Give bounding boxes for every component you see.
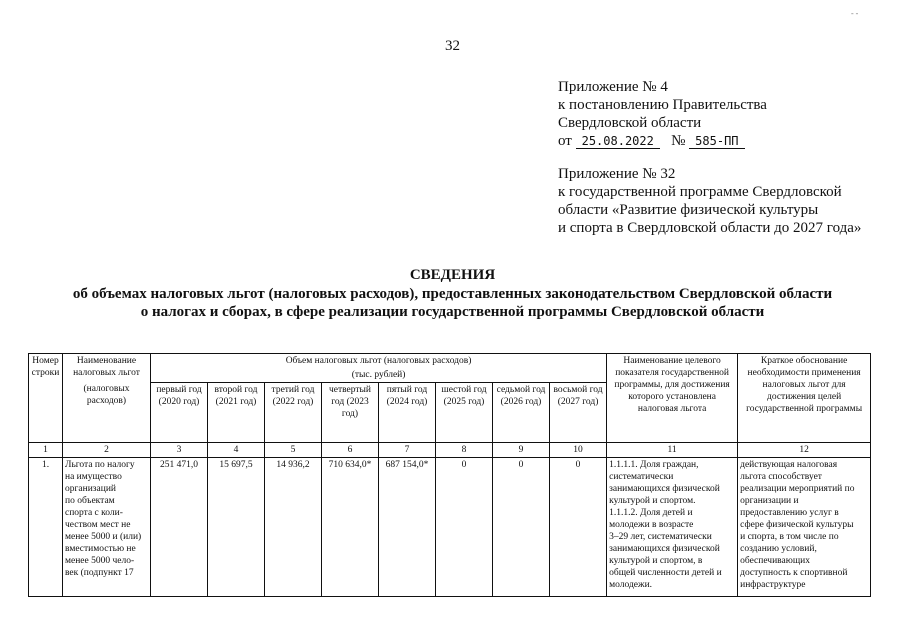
column-number: 10 bbox=[550, 443, 607, 458]
document-subtitle-line1: об объемах налоговых льгот (налоговых расходов), предоставленных законодательством Свердловской области bbox=[72, 286, 833, 302]
appendix-program-line2: к государственной программе Свердловской bbox=[558, 184, 842, 200]
value-2020: 251 471,0 bbox=[151, 458, 208, 597]
header-benefit-name bbox=[63, 354, 151, 443]
header-year-3: третий год (2022 год) bbox=[265, 383, 322, 443]
decree-date: 25.08.2022 bbox=[576, 134, 660, 149]
appendix-program-line4: и спорта в Свердловской области до 2027 года» bbox=[558, 220, 862, 236]
benefit-name: Льгота по налогу на имущество организаций по объектам спорта с коли- чеством мест не менее 5000 и (или) вместимостью не менее 5000 чело- век (подпункт 17 bbox=[63, 458, 151, 597]
appendix-program-line1: Приложение № 32 bbox=[558, 166, 676, 182]
scan-mark: - - bbox=[851, 9, 859, 18]
header-justification: Краткое обоснование необходимости применения налоговых льгот для достижения целей государственной программы bbox=[738, 354, 871, 443]
indicator-text: 1.1.1.1. Доля граждан, систематически занимающихся физической культурой и спортом. 1.1.1.2. Доля детей и молодежи в возрасте 3–29 лет, систематически занимающихся физической культурой и спортом, в общей численности детей и молодежи. bbox=[607, 458, 738, 597]
document-subtitle-line2: о налогах и сборах, в сфере реализации государственной программы Свердловской области bbox=[140, 304, 765, 320]
table-row bbox=[29, 458, 871, 597]
column-number: 4 bbox=[208, 443, 265, 458]
value-2023: 710 634,0* bbox=[322, 458, 379, 597]
value-2024: 687 154,0* bbox=[379, 458, 436, 597]
appendix-program-line3: области «Развитие физической культуры bbox=[558, 202, 819, 218]
column-number: 3 bbox=[151, 443, 208, 458]
column-number: 11 bbox=[607, 443, 738, 458]
column-number: 2 bbox=[63, 443, 151, 458]
header-indicator: Наименование целевого показателя государственной программы, для достижения которого установлена налоговая льгота bbox=[607, 354, 738, 443]
justification-text: действующая налоговая льгота способствует реализации мероприятий по организации и предоставлению услуг в сфере физической культуры и спорта, в том числе по созданию условий, обеспечивающих доступность к спортивной инфраструктуре bbox=[738, 458, 871, 597]
appendix-program-block bbox=[558, 165, 861, 237]
number-prefix: № bbox=[671, 133, 686, 149]
appendix-decree-line1: Приложение № 4 bbox=[558, 79, 668, 95]
header-volume-unit: (тыс. рублей) bbox=[151, 368, 607, 383]
value-2026: 0 bbox=[493, 458, 550, 597]
column-number: 12 bbox=[738, 443, 871, 458]
header-benefit-name-main: Наименование налоговых льгот bbox=[73, 356, 140, 378]
value-2025: 0 bbox=[436, 458, 493, 597]
row-number: 1. bbox=[29, 458, 63, 597]
header-year-2: второй год (2021 год) bbox=[208, 383, 265, 443]
column-number: 6 bbox=[322, 443, 379, 458]
value-2027: 0 bbox=[550, 458, 607, 597]
column-number: 7 bbox=[379, 443, 436, 458]
header-volume: Объем налоговых льгот (налоговых расходов) bbox=[151, 354, 607, 369]
header-year-1: первый год (2020 год) bbox=[151, 383, 208, 443]
header-year-8: восьмой год (2027 год) bbox=[550, 383, 607, 443]
decree-number: 585-ПП bbox=[689, 134, 744, 149]
appendix-decree-line2: к постановлению Правительства bbox=[558, 97, 767, 113]
column-number-row bbox=[29, 443, 871, 458]
appendix-decree-date-line bbox=[558, 132, 767, 150]
value-2021: 15 697,5 bbox=[208, 458, 265, 597]
document-title: СВЕДЕНИЯ bbox=[409, 267, 496, 283]
tax-benefits-table bbox=[28, 353, 871, 597]
header-row-number: Номер строки bbox=[29, 354, 63, 443]
value-2022: 14 936,2 bbox=[265, 458, 322, 597]
column-number: 9 bbox=[493, 443, 550, 458]
header-benefit-name-sub: (налоговых расходов) bbox=[83, 384, 130, 406]
page-number: 32 bbox=[445, 38, 460, 54]
header-year-4: четвертый год (2023 год) bbox=[322, 383, 379, 443]
column-number: 5 bbox=[265, 443, 322, 458]
header-year-6: шестой год (2025 год) bbox=[436, 383, 493, 443]
appendix-decree-line3: Свердловской области bbox=[558, 115, 702, 131]
column-number: 1 bbox=[29, 443, 63, 458]
column-number: 8 bbox=[436, 443, 493, 458]
appendix-decree-block bbox=[558, 78, 767, 150]
header-year-7: седьмой год (2026 год) bbox=[493, 383, 550, 443]
date-prefix: от bbox=[558, 133, 572, 149]
header-year-5: пятый год (2024 год) bbox=[379, 383, 436, 443]
